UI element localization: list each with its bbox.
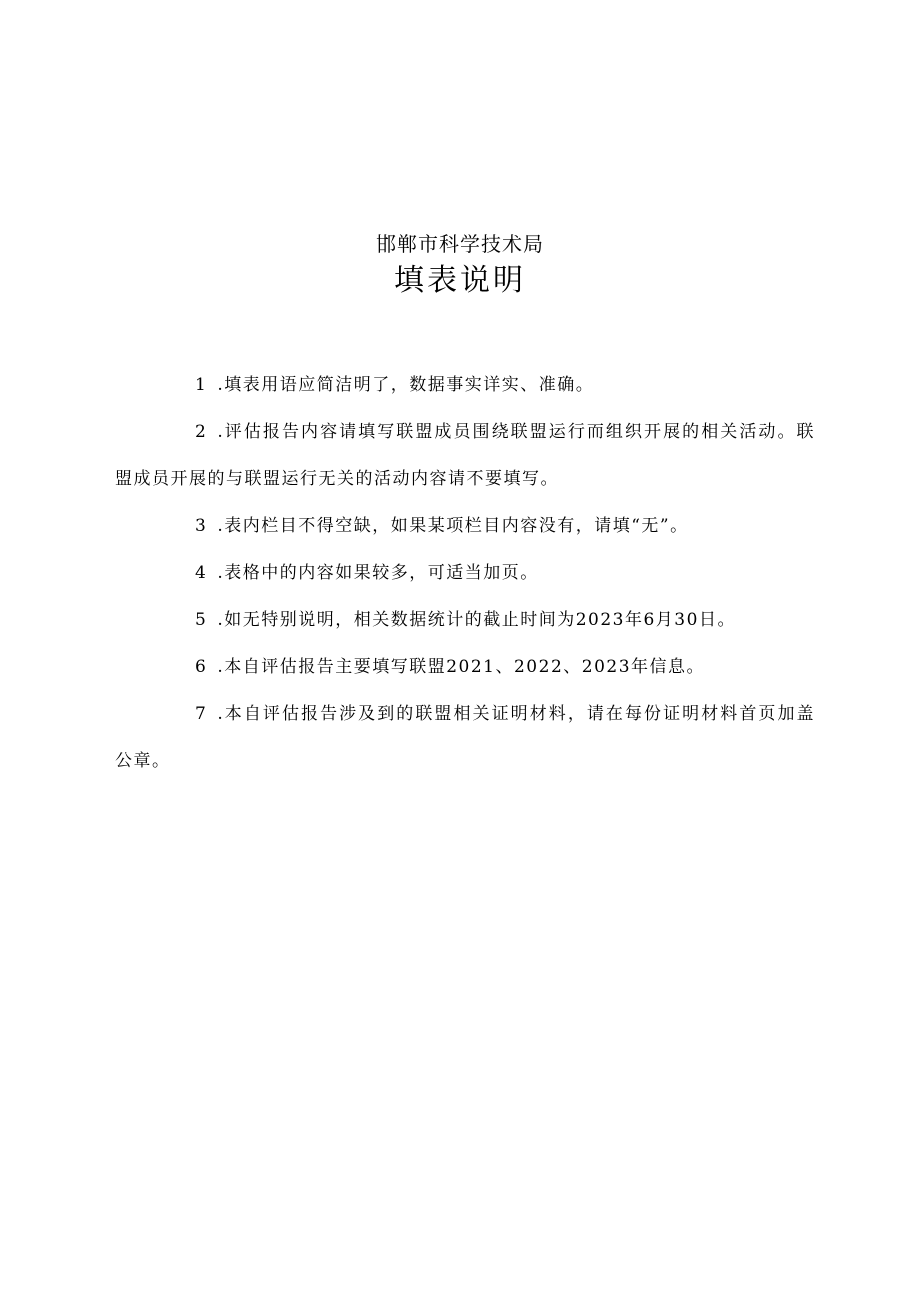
instruction-item xyxy=(115,550,815,597)
instruction-item xyxy=(115,503,815,550)
instruction-item xyxy=(115,409,815,503)
instruction-number: 7 xyxy=(195,704,208,724)
instruction-text: .表格中的内容如果较多，可适当加页。 xyxy=(217,563,539,583)
instruction-text: .如无特别说明，相关数据统计的截止时间为2023年6月30日。 xyxy=(217,610,736,630)
instruction-number: 3 xyxy=(195,516,208,536)
instruction-item xyxy=(115,362,815,409)
instructions-list xyxy=(115,362,815,785)
instruction-text: .本自评估报告主要填写联盟2021、2022、2023年信息。 xyxy=(217,657,706,677)
instruction-text: .表内栏目不得空缺，如果某项栏目内容没有，请填“无”。 xyxy=(217,516,689,536)
instruction-number: 5 xyxy=(195,610,208,630)
instruction-item xyxy=(115,644,815,691)
instruction-number: 2 xyxy=(195,422,208,442)
instruction-text: .评估报告内容请填写联盟成员围绕联盟运行而组织开展的相关活动。联盟成员开展的与联盟运行无关的活动内容请不要填写。 xyxy=(115,422,815,489)
instruction-text: .填表用语应简洁明了，数据事实详实、准确。 xyxy=(217,375,595,395)
instruction-number: 1 xyxy=(195,375,208,395)
instruction-text: .本自评估报告涉及到的联盟相关证明材料，请在每份证明材料首页加盖公章。 xyxy=(115,704,815,771)
instruction-number: 6 xyxy=(195,657,208,677)
page-title: 填表说明 xyxy=(394,263,526,298)
instruction-item xyxy=(115,597,815,644)
organization-heading: 邯郸市科学技术局 xyxy=(376,232,544,256)
instruction-number: 4 xyxy=(195,563,208,583)
instruction-item xyxy=(115,691,815,785)
